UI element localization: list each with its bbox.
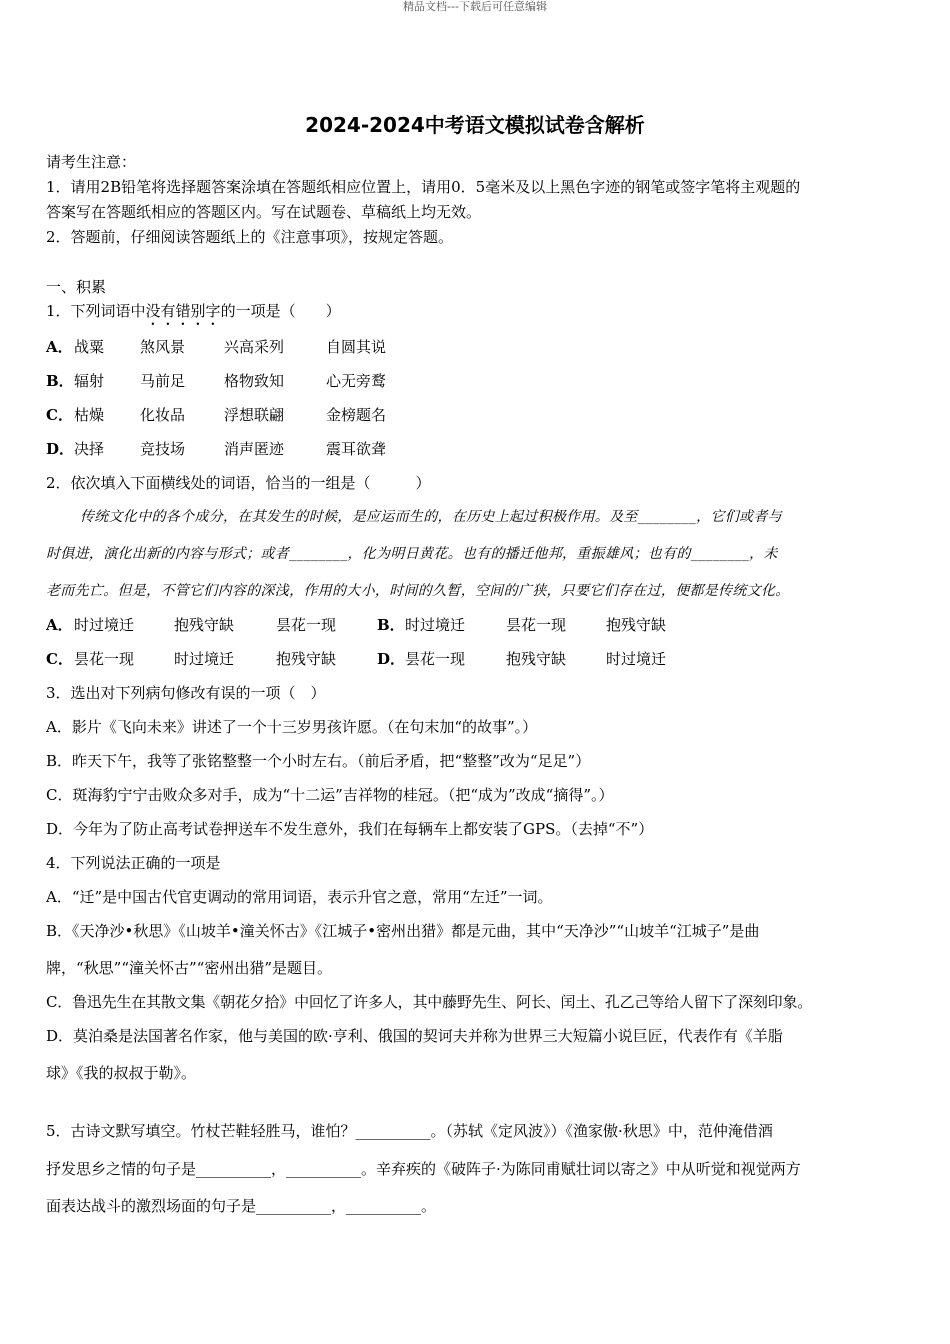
option-word: 抱残守缺 — [506, 650, 567, 668]
question-5-line-3: 面表达战斗的激烈场面的句子是__________，__________。 — [46, 1197, 437, 1215]
option-word: 格物致知 — [224, 372, 285, 390]
option-label[interactable]: D． — [377, 650, 406, 668]
option-word: 心无旁鹜 — [326, 372, 387, 390]
option-word: 昙花一现 — [506, 616, 567, 634]
option-label: C． — [46, 406, 73, 424]
question-5-line-1: 5．古诗文默写填空。竹杖芒鞋轻胜马，谁怕？__________。（苏轼《定风波》）《渔家傲·秋思》中，范仲淹借酒 — [46, 1122, 773, 1140]
q2-passage-line-2: 时俱进，演化出新的内容与形式；或者________，化为明日黄花。也有的播迁他邦，重振雄风；也有的________，未 — [46, 546, 778, 562]
question-2-stem: 2．依次填入下面横线处的词语，恰当的一组是（ ） — [46, 474, 431, 492]
q2-passage-line-1: 传统文化中的各个成分，在其发生的时候，是应运而生的，在历史上起过积极作用。及至________，它们或者与 — [80, 509, 782, 525]
q1-stem-post: 的一项是（ ） — [220, 302, 341, 320]
option-word: 时过境迁 — [405, 616, 466, 634]
option-word: 时过境迁 — [606, 650, 667, 668]
question-3-stem: 3．选出对下列病句修改有误的一项（ ） — [46, 684, 326, 702]
page-title: 2024-2024中考语文模拟试卷含解析 — [305, 113, 645, 137]
notice-line-3: 2．答题前，仔细阅读答题纸上的《注意事项》，按规定答题。 — [46, 228, 454, 246]
option-word: 兴高采列 — [224, 338, 285, 356]
q3-option-d[interactable]: D．今年为了防止高考试卷押送车不发生意外，我们在每辆车上都安装了GPS。（去掉“不”） — [46, 820, 654, 838]
q3-option-b[interactable]: B．昨天下午，我等了张铭整整一个小时左右。（前后矛盾，把“整整”改为“足足”） — [46, 752, 591, 770]
option-label[interactable]: B． — [377, 616, 405, 634]
option-word: 消声匿迹 — [224, 440, 285, 458]
notice-line-1: 1．请用2B铅笔将选择题答案涂填在答题纸相应位置上，请用0．5毫米及以上黑色字迹的钢笔或签字笔将主观题的 — [46, 178, 801, 196]
q4-option-a[interactable]: A．“迁”是中国古代官吏调动的常用词语，表示升官之意，常用“左迁”一词。 — [46, 888, 553, 906]
question-5-line-2: 抒发思乡之情的句子是__________，__________。辛弃疾的《破阵子·为陈同甫赋壮词以寄之》中从听觉和视觉两方 — [46, 1160, 801, 1178]
option-word: 金榜题名 — [326, 406, 387, 424]
option-word: 抱残守缺 — [606, 616, 667, 634]
notice-line-2: 答案写在答题纸相应的答题区内。写在试题卷、草稿纸上均无效。 — [46, 203, 482, 221]
option-word: 枯燥 — [74, 406, 105, 424]
q1-stem-emphasis: 没有错别字 — [145, 302, 221, 320]
q1-stem-pre: 1．下列词语中 — [46, 302, 146, 320]
option-word: 昙花一现 — [405, 650, 466, 668]
option-word: 时过境迁 — [74, 616, 135, 634]
question-1-stem — [46, 301, 341, 329]
q3-option-c[interactable]: C．斑海豹宁宁击败众多对手，成为“十二运”吉祥物的桂冠。（把“成为”改成“摘得”。） — [46, 786, 614, 804]
option-word: 震耳欲聋 — [326, 440, 387, 458]
option-word: 决择 — [74, 440, 105, 458]
option-label: A． — [46, 338, 73, 356]
q2-passage-line-3: 老而先亡。但是，不管它们内容的深浅，作用的大小，时间的久暂，空间的广狭，只要它们存在过，便都是传统文化。 — [46, 583, 790, 599]
option-word: 竞技场 — [140, 440, 186, 458]
q4-option-b-line-2: 牌，“秋思”“潼关怀古”“密州出猎”是题目。 — [46, 959, 333, 977]
option-word: 时过境迁 — [174, 650, 235, 668]
option-label: D． — [46, 440, 75, 458]
option-label[interactable]: C． — [46, 650, 73, 668]
option-word: 昙花一现 — [276, 616, 337, 634]
option-word: 浮想联翩 — [224, 406, 285, 424]
notice-heading: 请考生注意： — [46, 153, 137, 171]
option-word: 抱残守缺 — [174, 616, 235, 634]
q3-option-a[interactable]: A．影片《飞向未来》讲述了一个十三岁男孩许愿。（在句末加“的故事”。） — [46, 718, 538, 736]
option-word: 化妆品 — [140, 406, 186, 424]
header-note: 精品文档---下载后可任意编辑 — [403, 0, 547, 13]
option-word: 战粟 — [74, 338, 105, 356]
option-word: 自圆其说 — [326, 338, 387, 356]
q4-option-c[interactable]: C．鲁迅先生在其散文集《朝花夕拾》中回忆了许多人，其中藤野先生、阿长、闰土、孔乙己等给人留下了深刻印象。 — [46, 993, 813, 1011]
section-heading: 一、积累 — [46, 278, 107, 296]
q4-option-b-line-1[interactable]: B．《天净沙•秋思》《山坡羊•潼关怀古》《江城子•密州出猎》都是元曲，其中“天净沙”“山坡羊“江城子”是曲 — [46, 922, 760, 940]
q4-option-d-line-1[interactable]: D．莫泊桑是法国著名作家，他与美国的欧·亨利、俄国的契诃夫并称为世界三大短篇小说巨匠，代表作有《羊脂 — [46, 1027, 783, 1045]
option-word: 辐射 — [74, 372, 105, 390]
q4-option-d-line-2: 球》《我的叔叔于勒》。 — [46, 1064, 197, 1082]
option-word: 抱残守缺 — [276, 650, 337, 668]
option-label: B． — [46, 372, 74, 390]
option-word: 煞风景 — [140, 338, 186, 356]
option-word: 马前足 — [140, 372, 186, 390]
option-label[interactable]: A． — [46, 616, 73, 634]
option-word: 昙花一现 — [74, 650, 135, 668]
question-4-stem: 4．下列说法正确的一项是 — [46, 854, 221, 872]
